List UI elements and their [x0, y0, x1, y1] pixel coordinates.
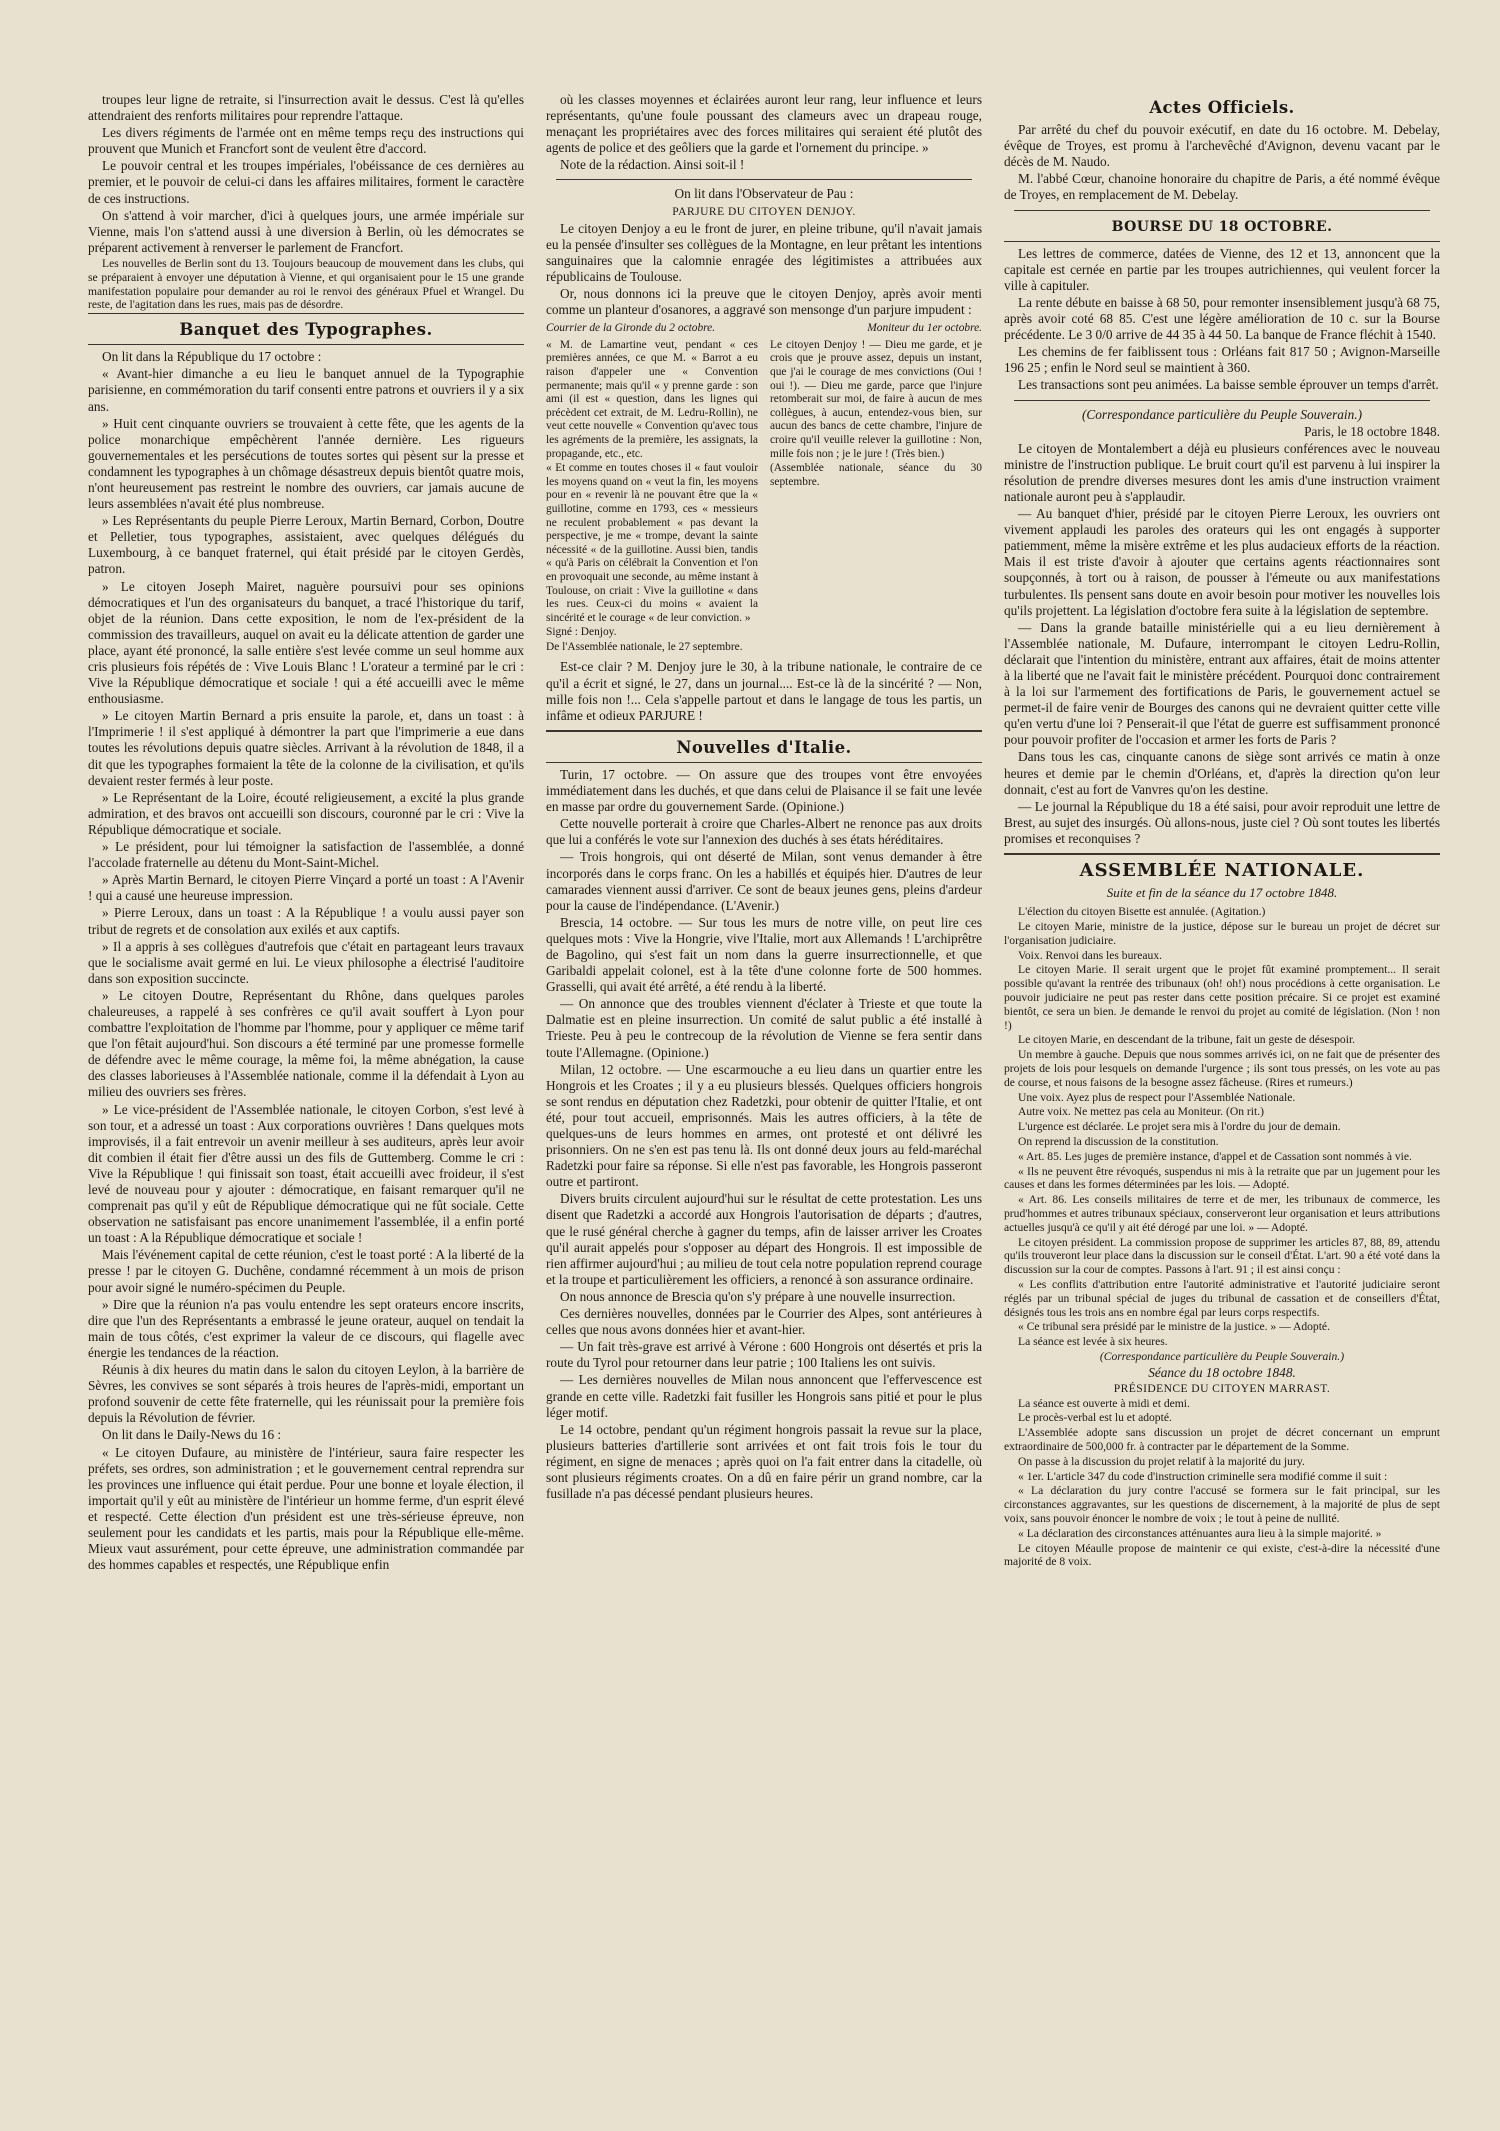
paragraph: On reprend la discussion de la constitution. [1018, 1134, 1219, 1148]
paragraph: Le citoyen Méaulle propose de maintenir ce qui existe, c'est-à-dire la nécessité d'une majorité de 8 voix. [1004, 1541, 1440, 1569]
pau-intro: On lit dans l'Observateur de Pau : [674, 186, 854, 202]
paragraph: Mais l'événement capital de cette réunion, c'est le toast porté : A la liberté de la presse ! par le citoyen G. Duchêne, condamné récemment à un mois de prison pour avoir signé le numéro-spécimen du Peuple. [88, 1247, 524, 1295]
paragraph: « La déclaration du jury contre l'accusé se formera sur le fait principal, sur les circonstances aggravantes, sur les questions de discernement, à la majorité de plus de sept voix, sans pouvoir énoncer le nombre de voix ; le tout à peine de nullité. [1004, 1484, 1440, 1525]
paragraph: — Les dernières nouvelles de Milan nous annoncent que l'effervescence est grande en cette ville. Radetzki fait fusiller les Hongrois sans pitié et pour le plus léger motif. [546, 1372, 982, 1420]
paragraph: M. l'abbé Cœur, chanoine honoraire du chapitre de Paris, a été nommé évêque de Troyes, en remplacement de M. Debelay. [1004, 171, 1440, 203]
corresp2-heading: (Correspondance particulière du Peuple Souverain.) [1099, 1349, 1345, 1363]
paragraph: « Avant-hier dimanche a eu lieu le banquet annuel de la Typographie parisienne, en commémoration du tarif consenti entre patrons et ouvriers il y a six ans. [88, 366, 524, 414]
paragraph: Le citoyen Marie, ministre de la justice, dépose sur le bureau un projet de décret sur l'organisation judiciaire. [1004, 920, 1440, 947]
presidence-line: PRÉSIDENCE DU CITOYEN MARRAST. [1113, 1381, 1331, 1395]
paragraph: Les transactions sont peu animées. La baisse semble éprouver un temps d'arrêt. [1018, 377, 1439, 393]
paragraph: » Le citoyen Joseph Mairet, naguère poursuivi pour ses opinions démocratiques et l'un des organisateurs du banquet, a tracé l'historique du tarif, objet de la réunion. Dans cette exposition, le nom de l'ex-président de la commission des travailleurs, auquel on avait eu la délicate attention de garder une place, ayant été prononcé, la salle entière s'est levée comme un seul homme aux cris plusieurs fois répétés de : Vive Louis Blanc ! L'orateur a terminé par le cri : Vive la République démocratique et sociale ! qui a été accueilli avec le même enthousiasme. [88, 578, 524, 707]
paragraph: Cette nouvelle porterait à croire que Charles-Albert ne renonce pas aux droits que lui a conférés le vote sur l'annexion des duchés à ses états héréditaires. [546, 816, 982, 848]
paragraph: Le citoyen Denjoy ! — Dieu me garde, et je crois que je prouve assez, depuis un instant, que j'ai le courage de mes convictions (Oui ! oui !). — Dieu me garde, parce que l'injure retomberait sur moi, de faire à aucun de mes collègues, à aucun, entendez-vous bien, sur aucun des bancs de cette chambre, l'injure de croire qu'il veuille relever la guillotine : Non, mille fois non ; je le jure ! (Très bien.) [770, 338, 982, 460]
paragraph: Signé : Denjoy. [546, 626, 617, 639]
paragraph: Dans tous les cas, cinquante canons de siège sont arrivés ce matin à onze heures et demie par le chemin d'Orléans, et, d'après la direction qu'on leur donnait, c'est au fort de Vanvres qu'on les destine. [1004, 749, 1440, 797]
paragraph: Un membre à gauche. Depuis que nous sommes arrivés ici, on ne fait que de présenter des projets de lois pour lesquels on demande l'urgence ; ils sont tous pressés, on les vote au pas de course, et nous faisons de la besogne assez fâcheuse. (Rires et rumeurs.) [1004, 1048, 1440, 1089]
divider [1014, 210, 1430, 211]
actes-article [1004, 122, 1440, 203]
paragraph: » Dire que la réunion n'a pas voulu entendre les sept orateurs encore inscrits, dire que l'un des Représentants a embrassé le jeune orateur, auquel on tendait la main de tous côtés, c'est exprimer la valeur de ce discours, qui flagelle avec énergie les tendances de la réaction. [88, 1296, 524, 1360]
paragraph: » Pierre Leroux, dans un toast : A la République ! a voulu aussi payer son tribut de regrets et de consolation aux exilés et aux captifs. [88, 905, 524, 937]
paragraph: » Le Représentant de la Loire, écouté religieusement, a excité la plus grande admiration, et des bravos ont accueilli son discours, couronné par le cri : Vive la République démocratique et sociale. [88, 789, 524, 837]
paragraph: Le citoyen président. La commission propose de supprimer les articles 87, 88, 89, attendu qu'ils trouveront leur place dans la discussion sur le conseil d'État. L'art. 90 a été voté dans la discussion sur la cour de comptes. Passons à l'art. 91 ; il est ainsi conçu : [1004, 1235, 1440, 1277]
paragraph: Le pouvoir central et les troupes impériales, l'obéissance de ces dernières au premier, et le pouvoir de celui-ci dans les affaires militaires, forment le caractère de ces instructions. [88, 158, 524, 206]
paragraph: Milan, 12 octobre. — Une escarmouche a eu lieu dans un quartier entre les Hongrois et les Croates ; il y a eu plusieurs blessés. Quelques officiers hongrois se sont rendus en députation chez Radetzki, pour obtenir de quitter l'Italie, et ont été, pour tout accueil, emprisonnés. Mais les autres officiers, à la tête de quelques-uns de leurs hommes en armes, ont protesté et ont délivré les prisonniers. On ne s'en est pas tenu là. Ils ont donné deux jours au feld-maréchal Radetzki pour faire sa réponse. Si elle n'est pas favorable, les Hongrois passeront outre et partiront. [546, 1061, 982, 1190]
paragraph: Le citoyen Marie. Il serait urgent que le projet fût examiné promptement... Il serait possible qu'avant la rentrée des tribunaux (oh! oh!) nous procédions à cette organisation. Le pouvoir judiciaire ne peut pas rester dans cette position précaire. Si ce projet est examiné bientôt, ce sera un bien. Je demande le renvoi du projet au comité de législation. (Non ! non !) [1004, 963, 1440, 1032]
divider [88, 344, 524, 345]
paragraph: Or, nous donnons ici la preuve que le citoyen Denjoy, après avoir menti comme un planteur d'osanores, a aggravé son mensonge d'un parjure impudent : [546, 286, 982, 318]
paragraph: où les classes moyennes et éclairées auront leur rang, leur influence et leurs représentants, qu'une foule poussant des clameurs avec un drapeau rouge, menaçant les propriétaires avec des forces militaires qui seraient été plutôt des agents de police et des geôliers que la garde et l'ornement du principe. » [546, 92, 982, 156]
moniteur-source: Moniteur du 1er octobre. [867, 322, 982, 335]
paragraph: » Le citoyen Martin Bernard a pris ensuite la parole, et, dans un toast : à l'Imprimerie ! il s'est appliqué à démontrer la part que l'imprimerie a eue dans toutes les révolutions depuis quatre siècles. Arrivant à la révolution de 1848, il a dit que les typographes formaient la tête de la colonne de la civilisation, et qu'ils devaient rester fermés à leur poste. [88, 708, 524, 788]
paragraph: — On annonce que des troubles viennent d'éclater à Trieste et que toute la Dalmatie est en pleine insurrection. Un comité de salut public a été installé à Trieste. Peu à peu le contrecoup de la révolution de Vienne se fera sentir dans toute l'Allemagne. (Opinione.) [546, 996, 982, 1060]
paragraph: Autre voix. Ne mettez pas cela au Moniteur. (On rit.) [1018, 1105, 1264, 1119]
paragraph: Le citoyen Denjoy a eu le front de jurer, en pleine tribune, qu'il n'avait jamais eu la pensée d'insulter ses collègues de la Montagne, en leur prêtant les intentions sanguinaires que la calomnie enragée des légitimistes a attribuées aux républicains de Toulouse. [546, 220, 982, 284]
paragraph: On lit dans la République du 17 octobre : [102, 349, 322, 365]
courrier-quote [546, 322, 758, 655]
paragraph: L'Assemblée adopte sans discussion un projet de décret concernant un emprunt extraordinaire de 500,000 fr. à contracter par le département de la Somme. [1004, 1426, 1440, 1453]
paragraph: Brescia, 14 octobre. — Sur tous les murs de notre ville, on peut lire ces quelques mots : Vive la Hongrie, vive l'Italie, mort aux Allemands ! L'archiprêtre de Bagolino, qui s'est fait un nom dans la guerre insurrectionnelle, et que Garibaldi appelait colonel, est à la tête d'une colonne forte de 500 hommes. Grasselli, qui avait été arrêté, a été rendu à la liberté. [546, 914, 982, 995]
divider [1004, 853, 1440, 855]
actes-heading: Actes Officiels. [1149, 98, 1295, 117]
paragraph: Le 14 octobre, pendant qu'un régiment hongrois passait la revue sur la place, plusieurs batteries d'artillerie sont arrivées et ont fait trois fois le tour du régiment, en signe de menaces ; après quoi on l'a fait entrer dans la citadelle, où sont plusieurs régiments croates. On a dû en faire périr un grand nombre, car la fusillade n'a pas décessé pendant plusieurs heures. [546, 1421, 982, 1502]
paragraph: » Il a appris à ses collègues d'autrefois que c'était en partageant leurs travaux que le socialisme avait germé en lui. Le vieux philosophe a électrisé l'auditoire dans son exposition succincte. [88, 938, 524, 986]
parjure-conclusion: Est-ce clair ? M. Denjoy jure le 30, à la tribune nationale, le contraire de ce qu'il a écrit et signé, le 27, dans un journal.... Est-ce là de la sincérité ? — Non, mille fois non !... Cela s'appelle partout et dans le langage de tous les partis, un infâme et odieux PARJURE ! [546, 659, 982, 723]
paragraph: Les chemins de fer faiblissent tous : Orléans fait 817 50 ; Avignon-Marseille 196 25 ; enfin le Nord seul se maintient à 360. [1004, 344, 1440, 376]
paragraph: La séance est ouverte à midi et demi. [1018, 1396, 1190, 1410]
paragraph: De l'Assemblée nationale, le 27 septembre. [546, 640, 743, 653]
paragraph: « La déclaration des circonstances atténuantes aura lieu à la simple majorité. » [1018, 1526, 1382, 1540]
paragraph: » Le président, pour lui témoigner la satisfaction de l'assemblée, a donné l'accolade fraternelle au détenu du Mont-Saint-Michel. [88, 839, 524, 871]
paragraph: troupes leur ligne de retraite, si l'insurrection avait le dessus. C'est là qu'elles attendraient des renforts militaires pour reprendre l'attaque. [88, 92, 524, 124]
divider [546, 762, 982, 763]
moniteur-text [770, 339, 982, 490]
paragraph: — Un fait très-grave est arrivé à Vérone : 600 Hongrois ont désertés et pris la route du Tyrol pour retourner dans leur patrie ; 100 Italiens les ont suivis. [546, 1339, 982, 1371]
paragraph: Les lettres de commerce, datées de Vienne, des 12 et 13, annoncent que la capitale est cernée en partie par les troupes autrichiennes, qui veulent forcer la ville à capituler. [1004, 245, 1440, 293]
column-2 [546, 92, 982, 2101]
paragraph: » Huit cent cinquante ouvriers se trouvaient à cette fête, que les agents de la police monarchique empêchèrent l'année dernière. Les rigueurs gouvernementales et les persécutions de toutes sortes qui pèsent sur la presse et condamnent les typographes à un chômage désastreux depuis bientôt quatre mois, n'ont heureusement pas restreint le nombre des ouvriers, car jamais aucune de leurs assemblées n'avait été plus nombreuse. [88, 415, 524, 512]
divider [546, 730, 982, 732]
paragraph: L'urgence est déclarée. Le projet sera mis à l'ordre du jour de demain. [1018, 1120, 1341, 1134]
seance-heading: Séance du 18 octobre 1848. [1148, 1364, 1296, 1380]
column-1 [88, 92, 524, 2101]
berlin-report [88, 92, 524, 256]
paragraph: » Le vice-président de l'Assemblée nationale, le citoyen Corbon, s'est levé à son tour, et a adressé un toast : Aux corporations ouvrières ! Dans quelques mots improvisés, il a fait entrevoir un avenir meilleur à ses auditeurs, après leur avoir dit combien il était fier d'être aussi un des fils de Guttemberg. Comme le cri : Vive la République ! qui finissait son toast, était accueilli avec froideur, il s'est levé de nouveau pour y ajouter : démocratique, en faisant remarquer qu'il ne comprenait pas qu'il y eût de République démocratique qui ne fût sociale. Cette observation ne satisfaisant pas encore unanimement l'assemblée, il a enfin porté un toast : A la République démocratique et sociale ! [88, 1101, 524, 1246]
paragraph: — Le journal la République du 18 a été saisi, pour avoir reproduit une lettre de Brest, au sujet des insurgés. Où allons-nous, juste ciel ? Où sont toutes les libertés promises et reconquises ? [1004, 798, 1440, 846]
paragraph: Réunis à dix heures du matin dans le salon du citoyen Leylon, à la barrière de Sèvres, les convives se sont séparés à trois heures de l'après-midi, emportant un profond souvenir de cette fête fraternelle, qui les réunissait pour la première fois depuis la Révolution de février. [88, 1362, 524, 1426]
paragraph: » Le citoyen Doutre, Représentant du Rhône, dans quelques paroles chaleureuses, a rappelé à ses confrères ce qu'il avait souffert à Lyon pour combattre l'exploitation de l'homme par l'homme, pour y appliquer ce même tarif que l'on fêtait aujourd'hui. Son discours a été terminé par une promesse formelle de défendre avec le même courage, la même foi, la même abnégation, la cause des classes laborieuses à l'Assemblée nationale, comme il la défendait à Lyon au milieu des ouvriers ses frères. [88, 987, 524, 1100]
paragraph: Ces dernières nouvelles, données par le Courrier des Alpes, sont antérieures à celles que nous avons données hier et avant-hier. [546, 1306, 982, 1338]
divider [1014, 400, 1430, 401]
seance-report [1004, 1397, 1440, 1570]
courrier-text [546, 339, 758, 655]
assemblee-report [1004, 905, 1440, 1349]
assemblee-subtitle: Suite et fin de la séance du 17 octobre 1848. [1106, 885, 1338, 901]
paragraph: — Dans la grande bataille ministérielle qui a eu lieu dernièrement à l'Assemblée nationale, M. Dufaure, interrompant le citoyen Ledru-Rollin, déclarait que l'intention du ministère, entrant aux affaires, était de moins attenter à la liberté que ne l'avait fait le ministère précédent. Pourquoi donc contrairement à la loi sur l'armement des fortifications de Paris, le gouvernement actuel se permet-il de faire venir de Bourges des canons qui ne devraient quitter cette ville qu'en vertu d'une loi ? Penserait-il que l'état de guerre est suffisamment prononcé pour pouvoir profiter de l'occasion et armer les forts de Paris ? [1004, 619, 1440, 748]
paragraph: « Les conflits d'attribution entre l'autorité administrative et l'autorité judiciaire seront réglés par un tribunal spécial de juges du tribunal de cassation et de conseillers d'État, désignés tous les trois ans en nombre égal par leurs corps respectifs. [1004, 1277, 1440, 1319]
paragraph: L'élection du citoyen Bisette est annulée. (Agitation.) [1018, 905, 1266, 919]
paragraph: « Et comme en toutes choses il « faut vouloir les moyens quand on « veut la fin, les moyens pour en « revenir là ne pouvant être que la « guillotine, comme en 1793, ces « messieurs ne reculent probablement « pas devant la perspective, je me « trompe, devant la sainte nécessité « de la guillotine. Aussi bien, tandis « qu'à Paris on célébrait la Convention et l'on en provoquait une seconde, au même instant à Toulouse, on criait : Vive la guillotine « dans les rues. Ceux-ci du moins « avaient la sincérité et le courage « de leur conviction. » [546, 462, 758, 624]
italie-heading: Nouvelles d'Italie. [676, 737, 852, 757]
banquet-heading: Banquet des Typographes. [179, 320, 433, 340]
divider [556, 179, 972, 180]
assemblee-heading: ASSEMBLÉE NATIONALE. [1079, 860, 1365, 882]
corresp-heading: (Correspondance particulière du Peuple Souverain.) [1081, 406, 1363, 422]
paragraph: Les divers régiments de l'armée ont en même temps reçu des instructions qui prouvent que Munich et Francfort sont de veulent être d'accord. [88, 125, 524, 157]
paragraph: On passe à la discussion du projet relatif à la majorité du jury. [1018, 1454, 1305, 1468]
paragraph: — Trois hongrois, qui ont déserté de Milan, sont venus demander à être incorporés dans le corps franc. On les a habillés et équipés hier. D'autres de leur camarades viennent aussi d'arriver. Ce sont de beaux jeunes gens, pleins d'ardeur pour la cause de l'indépendance. (L'Avenir.) [546, 849, 982, 913]
parjure-article [546, 221, 982, 319]
divider [1004, 241, 1440, 242]
paragraph: Par arrêté du chef du pouvoir exécutif, en date du 16 octobre. M. Debelay, évêque de Troyes, est promu à l'archevêché d'Avignon, devenu vacant par le décès de M. Naudo. [1004, 122, 1440, 170]
paragraph: Le citoyen de Montalembert a déjà eu plusieurs conférences avec le nouveau ministre de l'instruction publique. Le bruit court qu'il est parvenu à lui inspirer la résolution de prendre diverses mesures dont les amis d'une instruction vraiment nationale auront peu à s'applaudir. [1004, 440, 1440, 504]
paragraph: « Art. 86. Les conseils militaires de terre et de mer, les tribunaux de commerce, les prud'hommes et autres tribunaux spéciaux, conserveront leur organisation et leurs attributions actuelles jusqu'à ce qu'il y ait été dérogé par une loi. » — Adopté. [1004, 1193, 1440, 1234]
daily-news-continued [546, 92, 982, 156]
berlin-note: Les nouvelles de Berlin sont du 13. Toujours beaucoup de mouvement dans les clubs, qui se préparaient à envoyer une députation à Vienne, et qui organisaient pour le 15 une grande manifestation populaire pour demander au roi le renvoi des généraux Pfuel et Wrangel. Du reste, de l'agitation dans les rues, mais pas de désordre. [88, 256, 524, 312]
paragraph: (Assemblée nationale, séance du 30 septembre. [770, 462, 982, 488]
bourse-article [1004, 246, 1440, 394]
moniteur-quote [770, 322, 982, 655]
paragraph: Voix. Renvoi dans les bureaux. [1018, 948, 1163, 962]
paragraph: « Ils ne peuvent être révoqués, suspendus ni mis à la retraite que par un jugement pour les causes et dans les formes déterminées par les lois. — Adopté. [1004, 1164, 1440, 1192]
bourse-heading: BOURSE DU 18 OCTOBRE. [1111, 218, 1333, 235]
courrier-source: Courrier de la Gironde du 2 octobre. [546, 322, 716, 335]
paragraph: « M. de Lamartine veut, pendant « ces premières années, ce que M. « Barrot a eu raison d'appeler une « Convention permanente; mais qu'il « y prenne garde : son ami (il est « question, dans les lignes qui précèdent cet extrait, de M. Ledru-Rollin), ne veut cette nouvelle « Convention qu'avec tous les agréments de la première, les assignats, la propagande, etc., etc. [546, 338, 758, 460]
paragraph: Turin, 17 octobre. — On assure que des troupes vont être envoyées immédiatement dans les duchés, et que dans celui de Plaisance il se fait une levée en masse par ordre du gouvernement Sarde. (Opinione.) [546, 766, 982, 815]
column-3 [1004, 92, 1440, 2101]
paragraph: « 1er. L'article 347 du code d'instruction criminelle sera modifié comme il suit : [1018, 1469, 1388, 1483]
paragraph: « Art. 85. Les juges de première instance, d'appel et de Cassation sont nommés à vie. [1018, 1149, 1412, 1163]
paragraph: — Au banquet d'hier, présidé par le citoyen Pierre Leroux, les ouvriers ont vivement applaudi les paroles des orateurs qui les ont engagés à supporter patiemment, même la misère extrême et les plus audacieux efforts de la réaction. Mais il est triste d'avoir à ajouter que certains agents réactionnaires sont soupçonnés, à tort ou à raison, de pousser à l'émeute ou aux manifestations turbulentes. Ils pensent sans doute en avoir besoin pour motiver les nouvelles lois qu'ils projettent. La législation d'octobre fera suite à la législation de septembre. [1004, 506, 1440, 618]
redaction-note: Note de la rédaction. Ainsi soit-il ! [560, 157, 745, 173]
paragraph: Une voix. Ayez plus de respect pour l'Assemblée Nationale. [1018, 1090, 1296, 1104]
paragraph: La séance est levée à six heures. [1018, 1335, 1168, 1349]
paragraph: On s'attend à voir marcher, d'ici à quelques jours, une armée impériale sur Vienne, mais l'on s'attend aussi à une diversion à Berlin, où les démocrates se préparent activement à renverser le parlement de Francfort. [88, 207, 524, 255]
divider [88, 313, 524, 314]
paragraph: Le procès-verbal est lu et adopté. [1018, 1411, 1172, 1425]
paragraph: « Ce tribunal sera présidé par le ministre de la justice. » — Adopté. [1018, 1320, 1330, 1334]
paragraph: » Les Représentants du peuple Pierre Leroux, Martin Bernard, Corbon, Doutre et Pelletier, tous typographes, assistaient, avec quelques délégués du Luxembourg, à ce banquet fraternel, qui était présidé par le citoyen Gerdès, patron. [88, 513, 524, 577]
paragraph: « Le citoyen Dufaure, au ministère de l'intérieur, saura faire respecter les préfets, ses ordres, son administration ; et le gouvernement central reprendra sur les provinces une influence qui était perdue. Pour une bonne et loyale élection, il importait qu'il y eût au ministère de l'intérieur un homme ferme, d'un esprit élevé et respecté. Cette élection d'un président est une très-sérieuse épreuve, non seulement pour les candidats et les partis, mais pour la République elle-même. Mieux vaut assurément, pour cette épreuve, une administration commandée par des hommes capables et respectés, une République enfin [88, 1444, 524, 1573]
paragraph: La rente débute en baisse à 68 50, pour remonter insensiblement jusqu'à 68 75, après avoir coté 68 85. C'est une légère amélioration de 10 c. sur la Bourse précédente. Le 3 0/0 arrive de 44 35 à 44 50. La banque de France fléchit à 1540. [1004, 294, 1440, 343]
paragraph: On nous annonce de Brescia qu'on s'y prépare à une nouvelle insurrection. [560, 1288, 956, 1304]
paragraph: » Après Martin Bernard, le citoyen Pierre Vinçard a porté un toast : A l'Avenir ! qui a causé une heureuse impression. [88, 872, 524, 904]
corresp-dateline: Paris, le 18 octobre 1848. [1304, 423, 1440, 439]
paragraph: Le citoyen Marie, en descendant de la tribune, fait un geste de désespoir. [1018, 1033, 1356, 1047]
paragraph: On lit dans le Daily-News du 16 : [102, 1427, 282, 1443]
paragraph: Divers bruits circulent aujourd'hui sur le résultat de cette protestation. Les uns disent que Radetzki a accordé aux Hongrois l'autorisation de départs ; d'autres, que le rusé général cherche à gagner du temps, afin de laisser arriver les Croates qu'il aurait appelés pour s'opposer au départ des Hongrois. Il est impossible de rien affirmer aujourd'hui ; au milieu de tout cela notre population reprend courage et la troupe et particulièrement les officiers, a renoncé à son assurance ordinaire. [546, 1191, 982, 1287]
banquet-article [88, 349, 524, 1573]
corresp-article [1004, 441, 1440, 847]
italie-article [546, 767, 982, 1502]
parjure-heading: PARJURE DU CITOYEN DENJOY. [672, 205, 856, 218]
quoted-comparison [546, 322, 982, 655]
